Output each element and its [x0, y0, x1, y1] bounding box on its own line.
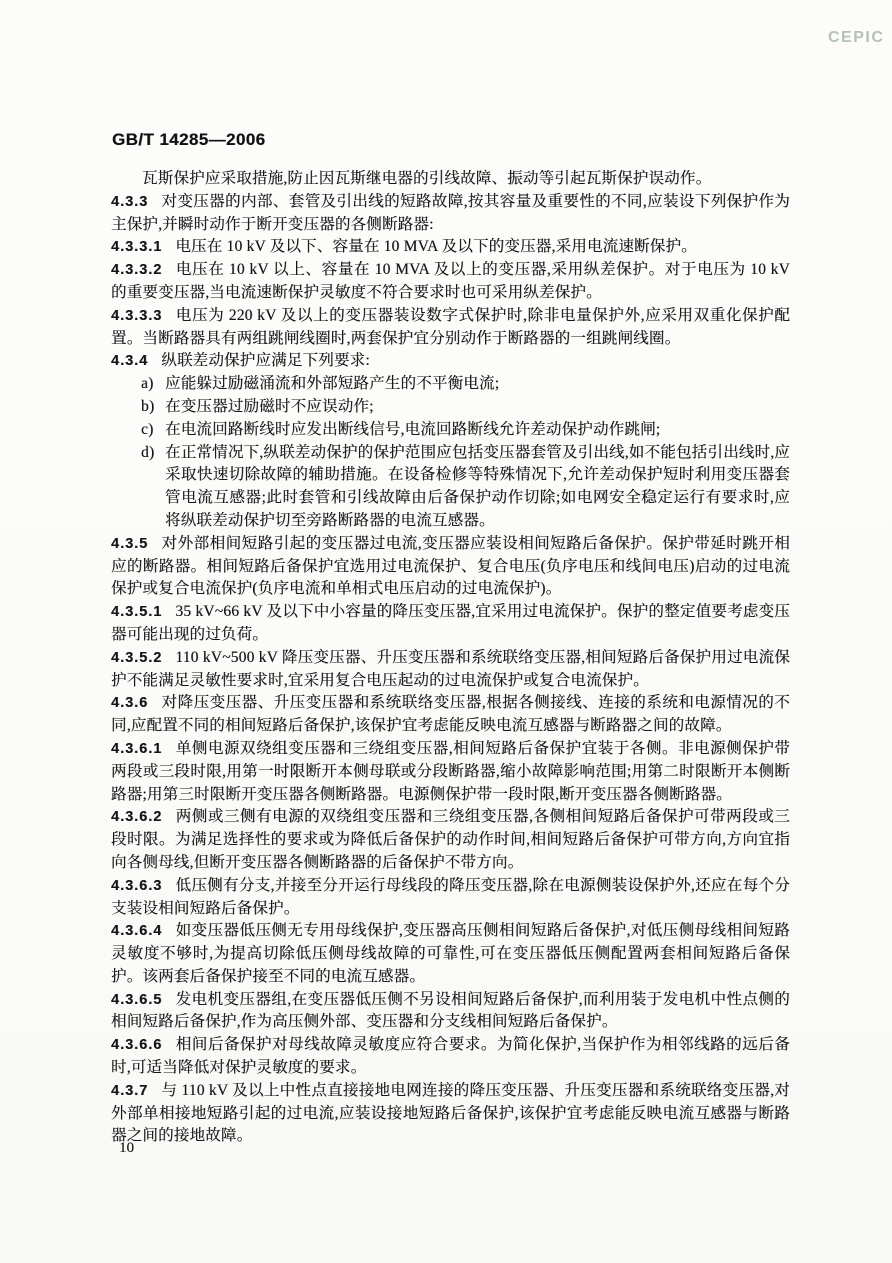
list-item-c: c) 在电流回路断线时应发出断线信号,电流回路断线允许差动保护动作跳闸; [111, 419, 790, 442]
clause-number: 4.3.6 [111, 695, 149, 712]
clause-number: 4.3.3.2 [111, 262, 163, 279]
clause-number: 4.3.6.1 [111, 740, 163, 757]
clause-number: 4.3.6.2 [111, 809, 163, 826]
list-item-d: d) 在正常情况下,纵联差动保护的保护范围应包括变压器套管及引出线,如不能包括引出线时,应采取快速切除故障的辅助措施。在设备检修等特殊情况下,允许差动保护短时利用变压器套管电流互感器;此时套管和引线故障由后备保护动作切除;如电网安全稳定运行有要求时,应将纵联差动保护切至旁路断路器的电流互感器。 [141, 443, 790, 529]
clause-4-3-6-5: 4.3.6.5 发电机变压器组,在变压器低压侧不另设相间短路后备保护,而利用装于发电机中性点侧的相间短路后备保护,作为高压侧外部、变压器和分支线相间短路后备保护。 [111, 990, 790, 1031]
clause-4-3-6-2: 4.3.6.2 两侧或三侧有电源的双绕组变压器和三绕组变压器,各侧相间短路后备保护可带两段或三段时限。为满足选择性的要求或为降低后备保护的动作时间,相间短路后备保护可带方向,方向宜指向各侧母线,但断开变压器各侧断路器的后备保护不带方向。 [111, 808, 790, 871]
clause-number: 4.3.5 [111, 535, 149, 552]
standard-code-header: GB/T 14285—2006 [112, 130, 266, 149]
clause-number: 4.3.6.6 [111, 1037, 163, 1054]
clause-number: 4.3.3.3 [111, 307, 163, 324]
list-item-b: b) 在变压器过励磁时不应误动作; [111, 396, 790, 419]
list-item-label: c) [141, 420, 154, 438]
clause-number: 4.3.6.4 [111, 923, 163, 940]
clause-4-3-3-1: 4.3.3.1 电压在 10 kV 及以下、容量在 10 MVA 及以下的变压器,采用电流速断保护。 [111, 238, 697, 256]
clause-4-3-3-2: 4.3.3.2 电压在 10 kV 以上、容量在 10 MVA 及以上的变压器,采用纵差保护。对于电压为 10 kV 的重要变压器,当电流速断保护灵敏度不符合要求时也可采用纵差保护。 [111, 261, 790, 301]
clause-number: 4.3.3 [111, 193, 149, 210]
clause-4-3-6-4: 4.3.6.4 如变压器低压侧无专用母线保护,变压器高压侧相间短路后备保护,对低压侧母线相间短路灵敏度不够时,为提高切除低压侧母线故障的可靠性,可在变压器低压侧配置两套相间短路后备保护。该两套后备保护接至不同的电流互感器。 [111, 922, 790, 985]
list-item-a: a) 应能躲过励磁涌流和外部短路产生的不平衡电流; [111, 373, 790, 396]
list-item-label: a) [141, 375, 154, 393]
clause-number: 4.3.6.5 [111, 991, 163, 1008]
clause-4-3-7: 4.3.7 与 110 kV 及以上中性点直接接地电网连接的降压变压器、升压变压器和系统联络变压器,对外部单相接地短路引起的过电流,应装设接地短路后备保护,该保护宜考虑能反映电流互感器与断路器之间的接地故障。 [111, 1081, 790, 1145]
clause-4-3-5-2: 4.3.5.2 110 kV~500 kV 降压变压器、升压变压器和系统联络变压器,相间短路后备保护用过电流保护不能满足灵敏性要求时,宜采用复合电压起动的过电流保护或复合电流保护。 [111, 648, 790, 689]
cepic-watermark-logo: CEPIC [828, 29, 885, 46]
clause-number: 4.3.5.1 [111, 604, 163, 621]
clause-4-3-3-3: 4.3.3.3 电压为 220 kV 及以上的变压器装设数字式保护时,除非电量保护外,应采用双重化保护配置。当断路器具有两组跳闸线圈时,两套保护宜分别动作于断路器的一组跳闸线圈。 [111, 306, 790, 347]
clause-4-3-6-6: 4.3.6.6 相间后备保护对母线故障灵敏度应符合要求。为简化保护,当保护作为相邻线路的远后备时,可适当降低对保护灵敏度的要求。 [111, 1036, 790, 1077]
clause-4-3-4: 4.3.4 纵联差动保护应满足下列要求: [111, 352, 370, 370]
list-item-label: d) [141, 443, 155, 461]
clause-number: 4.3.3.1 [111, 239, 163, 256]
clause-4-3-6: 4.3.6 对降压变压器、升压变压器和系统联络变压器,根据各侧接线、连接的系统和电源情况的不同,应配置不同的相间短路后备保护,该保护宜考虑能反映电流互感器与断路器之间的故障。 [111, 694, 790, 735]
document-body [111, 168, 790, 1148]
clause-4-3-6-3: 4.3.6.3 低压侧有分支,并接至分开运行母线段的降压变压器,除在电源侧装设保护外,还应在每个分支装设相间短路后备保护。 [111, 876, 790, 917]
clause-number: 4.3.6.3 [111, 877, 163, 894]
paragraph: 瓦斯保护应采取措施,防止因瓦斯继电器的引线故障、振动等引起瓦斯保护误动作。 [142, 170, 712, 187]
clause-number: 4.3.5.2 [111, 649, 163, 666]
clause-4-3-3: 4.3.3 对变压器的内部、套管及引出线的短路故障,按其容量及重要性的不同,应装设下列保护作为主保护,并瞬时动作于断开变压器的各侧断路器: [111, 192, 790, 233]
list-item-label: b) [141, 397, 155, 415]
clause-4-3-5-1: 4.3.5.1 35 kV~66 kV 及以下中小容量的降压变压器,宜采用过电流保护。保护的整定值要考虑变压器可能出现的过负荷。 [111, 603, 790, 643]
clause-number: 4.3.4 [111, 353, 149, 370]
clause-4-3-5: 4.3.5 对外部相间短路引起的变压器过电流,变压器应装设相间短路后备保护。保护带延时跳开相应的断路器。相间短路后备保护宜选用过电流保护、复合电压(负序电压和线间电压)启动的过电流保护或复合电流保护(负序电流和单相式电压启动的过电流保护)。 [111, 534, 790, 598]
page-number: 10 [119, 1140, 134, 1156]
clause-4-3-6-1: 4.3.6.1 单侧电源双绕组变压器和三绕组变压器,相间短路后备保护宜装于各侧。非电源侧保护带两段或三段时限,用第一时限断开本侧母联或分段断路器,缩小故障影响范围;用第二时限断开本侧断路器;用第三时限断开变压器各侧断路器。电源侧保护带一段时限,断开变压器各侧断路器。 [111, 739, 790, 803]
clause-number: 4.3.7 [111, 1082, 149, 1099]
